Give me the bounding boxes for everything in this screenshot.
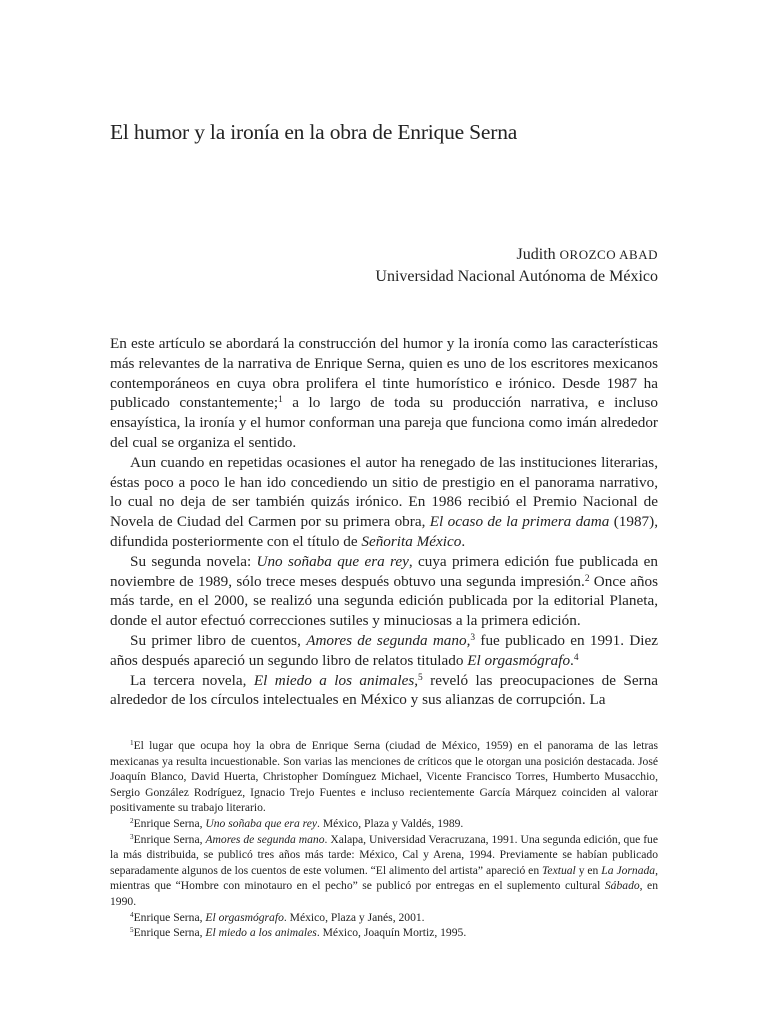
- footnote-4-text-a: Enrique Serna,: [133, 910, 206, 924]
- paragraph-3: [110, 552, 658, 631]
- paragraph-5: [110, 671, 658, 711]
- footnote-4-book-title: El orgasmógrafo: [205, 910, 284, 924]
- author-name: [300, 244, 658, 266]
- footnote-3-book-title: Amores de segunda mano: [205, 832, 325, 846]
- author-affiliation: Universidad Nacional Autónoma de México: [375, 268, 658, 285]
- footnote-3-la-jornada: La Jornada: [601, 863, 656, 877]
- footnote-5-text-a: Enrique Serna,: [133, 926, 206, 940]
- paragraph-2: [110, 453, 658, 552]
- paragraph-3-text-b: , cuya primera edición fue publicada en noviembre de 1989, sólo trece meses después obtuvo una segunda impresión.: [110, 552, 658, 590]
- footnote-1: [110, 738, 658, 816]
- footnote-3-sabado: Sábado: [604, 879, 640, 893]
- paragraph-4-text-d: .: [570, 651, 574, 669]
- book-title-el-miedo: El miedo a los animales: [253, 671, 415, 689]
- footnote-5-book-title: El miedo a los animales: [205, 926, 317, 940]
- footnote-3-text-b: . Xalapa, Universidad Veracruzana, 1991. Una segunda edición, que fue la más distribuida, se publicó tres años más tarde: México, Cal y Arena, 1994. Previamente se habían publicado separadamente algunos de los cuentos de este volumen. “El alimento del artista” apareció en: [110, 832, 658, 877]
- paragraph-4-text-c: fue publicado en 1991. Diez años después apareció un segundo libro de relatos titulado: [110, 631, 658, 669]
- footnote-2-number: 2: [130, 817, 134, 826]
- paragraph-4-text-b: ,: [466, 631, 471, 649]
- footnotes: [110, 738, 658, 941]
- paragraph-4-text-a: Su primer libro de cuentos,: [130, 631, 307, 649]
- paragraph-3-text-a: Su segunda novela:: [130, 552, 257, 570]
- paragraph-2-text-a: Aun cuando en repetidas ocasiones el autor ha renegado de las instituciones literarias, éstas poco a poco le han ido concediendo un sitio de prestigio en el panorama narrativo, lo cual no deja de ser también quizás irónico. En 1986 recibió el Premio Nacional de Novela de Ciudad del Carmen por su primera obra,: [110, 453, 658, 531]
- author-last-name: OROZCO ABAD: [559, 247, 658, 262]
- footnote-2-text-a: Enrique Serna,: [133, 816, 206, 830]
- footnote-ref-2[interactable]: 2: [584, 573, 590, 584]
- footnote-3-text-d: , mientras que “Hombre con minotauro en el pecho” se publicó por entregas en el suplemento cultural: [110, 863, 658, 893]
- paragraph-2-text-c: .: [461, 532, 466, 550]
- footnote-3-text-e: , en 1990.: [110, 879, 658, 908]
- footnote-ref-5[interactable]: 5: [418, 672, 423, 683]
- article-body: [110, 334, 658, 710]
- paragraph-1-text-b: a lo largo de toda su producción narrativa, e incluso ensayística, la ironía y el humor conforman una pareja que funciona como imán alrededor del cual se organiza el sentido.: [110, 394, 658, 451]
- footnote-5-number: 5: [130, 926, 134, 935]
- footnote-5: [110, 925, 658, 941]
- footnote-2-book-title: Uno soñaba que era rey: [205, 816, 318, 830]
- book-title-el-ocaso: El ocaso de la primera dama: [429, 513, 610, 531]
- author-first-name: Judith: [516, 246, 556, 263]
- footnote-4: [110, 910, 658, 926]
- paragraph-5-text-c: reveló las preocupaciones de Serna alrededor de los círculos intelectuales en México y sus alianzas de corrupción. La: [110, 671, 658, 709]
- book-title-el-orgasmografo: El orgasmógrafo: [467, 651, 571, 669]
- paragraph-3-text-c: Once años más tarde, en el 2000, se realizó una segunda edición publicada por la editorial Planeta, donde el autor efectuó correcciones sutiles y minuciosas a la primera edición.: [110, 572, 658, 630]
- footnote-5-text-b: . México, Joaquín Mortiz, 1995.: [316, 926, 467, 940]
- paragraph-1: [110, 334, 658, 453]
- paragraph-5-text-a: La tercera novela,: [130, 671, 254, 689]
- footnote-1-text: El lugar que ocupa hoy la obra de Enrique Serna (ciudad de México, 1959) en el panorama de las letras mexicanas ya resulta incuestionable. Son varias las menciones de críticos que le otorgan una posición destacada. José Joaquín Blanco, David Huerta, Christopher Domínguez Michael, Vicente Francisco Torres, Humberto Musacchio, Sergio González Rodríguez, Ignacio Trejo Fuentes e incluso recientemente García Márquez coinciden al valorar positivamente su trabajo literario.: [110, 739, 658, 815]
- footnote-3-text-c: y en: [575, 863, 602, 877]
- author-byline: [300, 244, 658, 288]
- paragraph-2-text-b: (1987), difundida posteriormente con el título de: [110, 513, 658, 550]
- paragraph-4: [110, 631, 658, 671]
- footnote-3: [110, 832, 658, 910]
- footnote-4-number: 4: [130, 910, 134, 919]
- book-title-uno-sonaba: Uno soñaba que era rey: [256, 552, 409, 570]
- footnote-ref-4[interactable]: 4: [573, 652, 579, 663]
- footnote-2-text-b: . México, Plaza y Valdés, 1989.: [317, 816, 464, 830]
- book-title-amores: Amores de segunda mano: [306, 631, 467, 649]
- article-title: El humor y la ironía en la obra de Enrique Serna: [110, 120, 518, 144]
- paragraph-5-text-b: ,: [414, 671, 419, 689]
- footnote-ref-1[interactable]: 1: [278, 395, 283, 406]
- footnote-4-text-b: . México, Plaza y Janés, 2001.: [283, 910, 425, 924]
- footnote-3-text-a: Enrique Serna,: [133, 832, 206, 846]
- footnote-3-textual: Textual: [542, 863, 576, 877]
- paragraph-1-text-a: En este artículo se abordará la construcción del humor y la ironía como las características más relevantes de la narrativa de Enrique Serna, quien es uno de los escritores mexicanos contemporáneos en cuya obra prolifera el tinte humorístico e irónico. Desde 1987 ha publicado constantemente;: [110, 335, 658, 412]
- footnote-ref-3[interactable]: 3: [470, 632, 476, 643]
- book-title-senorita-mexico: Señorita México: [361, 532, 462, 550]
- footnote-2: [110, 816, 658, 832]
- footnote-1-number: 1: [130, 739, 134, 748]
- footnote-3-number: 3: [130, 832, 134, 841]
